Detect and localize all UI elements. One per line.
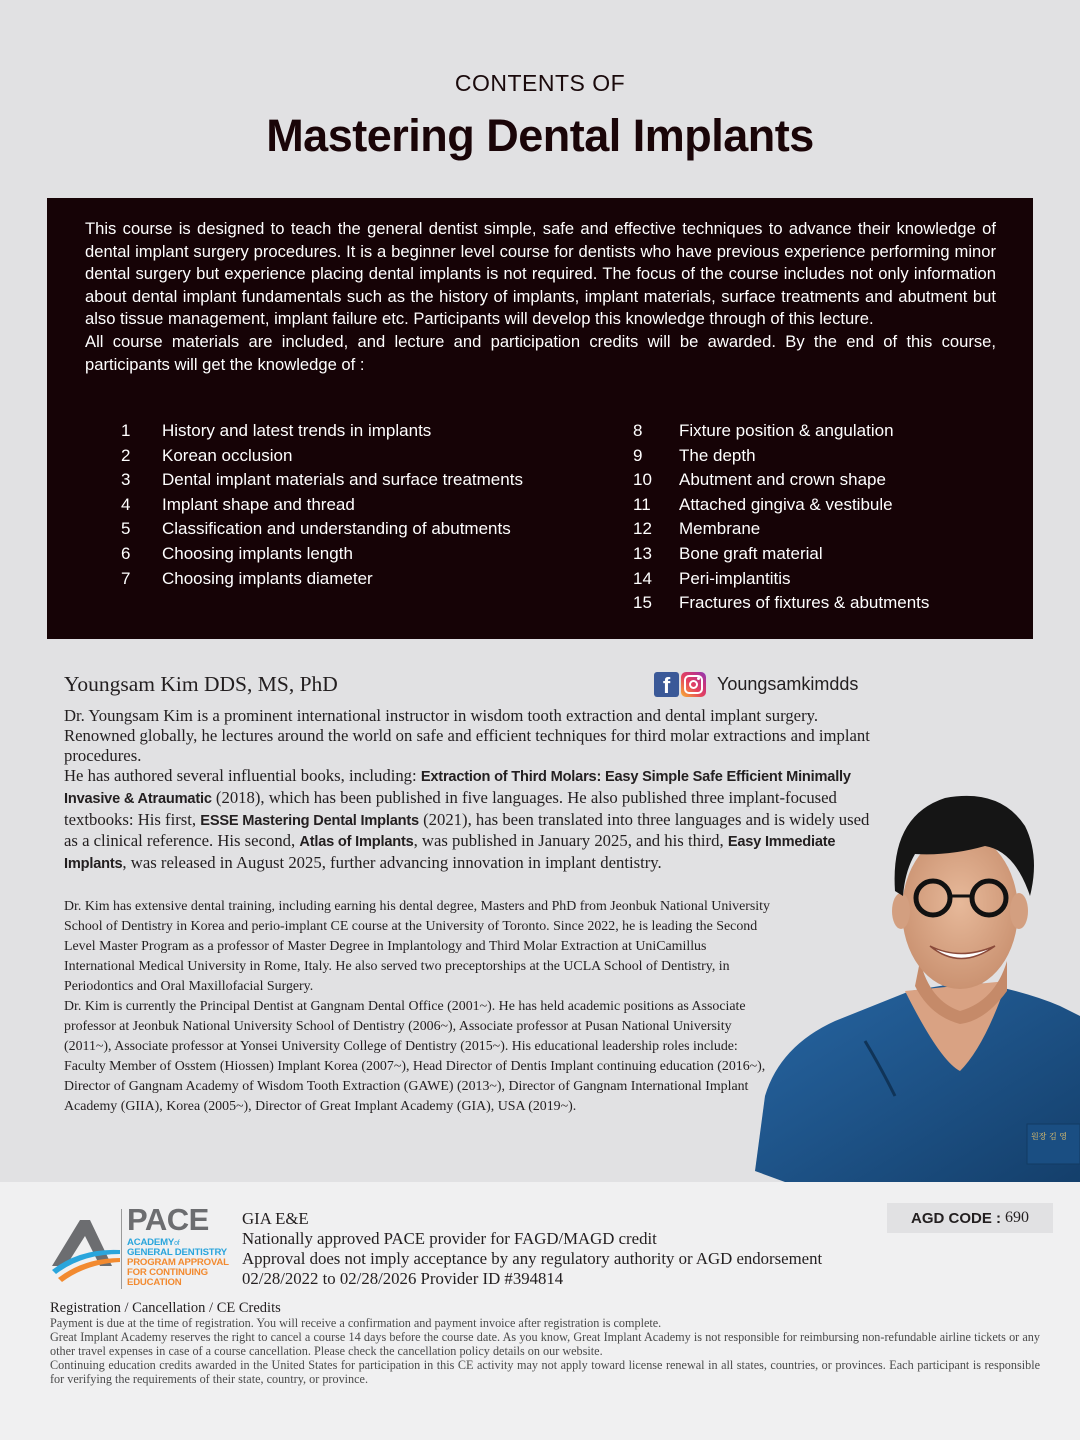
bio-paragraph: Dr. Youngsam Kim is a prominent international instructor in wisdom tooth extraction and dental implant surgery. Renowned globally, he lectures around the world on safe and efficient techniques for third molar extractions and implant procedures. (64, 706, 870, 765)
topic-label: Classification and understanding of abutments (162, 519, 511, 539)
topic-label: Peri-implantitis (679, 568, 791, 588)
topic-number: 12 (633, 519, 652, 539)
topic-number: 10 (633, 470, 652, 490)
topic-list-left (109, 419, 523, 591)
topic-item (109, 567, 523, 592)
instructor-name: Youngsam Kim DDS, MS, PhD (64, 672, 338, 696)
topic-item (627, 517, 929, 542)
topic-label: The depth (679, 445, 756, 465)
provider-name: GIA E&E (242, 1209, 309, 1228)
registration-policy (50, 1316, 1040, 1386)
topic-label: Choosing implants diameter (162, 568, 373, 588)
instructor-photo (745, 776, 1080, 1182)
registration-payment: Payment is due at the time of registration. You will receive a confirmation and payment invoice after registration is complete. (50, 1316, 662, 1330)
topic-number: 3 (121, 470, 131, 490)
topic-item (627, 444, 929, 469)
topic-number: 13 (633, 543, 652, 563)
topic-label: Attached gingiva & vestibule (679, 494, 893, 514)
instructor-bio-details (64, 897, 774, 1117)
pace-line: GENERAL DENTISTRY (127, 1247, 228, 1258)
topic-number: 15 (633, 593, 652, 613)
pace-wordmark: PACE (127, 1202, 209, 1237)
topic-item (627, 419, 929, 444)
pace-a-icon (50, 1208, 120, 1290)
topic-item (109, 542, 523, 567)
pace-divider (121, 1209, 122, 1289)
topic-item (109, 444, 523, 469)
topic-label: Choosing implants length (162, 543, 353, 563)
topic-label: Bone graft material (679, 543, 823, 563)
topic-number: 7 (121, 568, 131, 588)
provider-approval: Nationally approved PACE provider for FAGD/MAGD credit (242, 1229, 657, 1248)
pace-line: EDUCATION (127, 1277, 182, 1288)
book-title: Easy Immediate Implants (64, 834, 836, 873)
bio-text: , was released in August 2025, further advancing innovation in implant dentistry. (122, 853, 662, 873)
topic-label: History and latest trends in implants (162, 421, 432, 440)
page-title: Mastering Dental Implants (266, 110, 814, 161)
topic-label: Implant shape and thread (162, 494, 355, 514)
agd-code-value: 690 (1005, 1209, 1029, 1226)
pocket-embroidery: 원장 김 영 (1031, 1132, 1067, 1141)
topic-label: Abutment and crown shape (679, 470, 886, 490)
topic-item (627, 542, 929, 567)
topic-item (627, 493, 929, 518)
bio-text: (2021), has been translated into three languages and is widely used as a clinical reference. His second, (64, 809, 870, 851)
topic-number: 4 (121, 494, 131, 514)
topic-label: Korean occlusion (162, 445, 293, 465)
pace-line-text: of (174, 1240, 180, 1247)
topic-item (627, 468, 929, 493)
provider-info (242, 1209, 822, 1289)
course-intro (85, 218, 996, 376)
pace-line-text: ACADEMY (127, 1237, 175, 1248)
book-title: ESSE Mastering Dental Implants (200, 812, 419, 829)
registration-cancellation: Great Implant Academy reserves the right to cancel a course 14 days before the course date. As you know, Great Implant Academy is not responsible for reimbursing non-refundable airline tickets or any other travel expenses in case of a course cancellation. Please check the cancellation policy details on our website. (50, 1330, 1040, 1359)
course-description-box (47, 198, 1033, 639)
topic-list-right (627, 419, 929, 616)
topic-number: 1 (121, 421, 131, 440)
social-handle[interactable]: Youngsamkimdds (717, 674, 859, 694)
topic-item (627, 567, 929, 592)
pace-line: PROGRAM APPROVAL (127, 1257, 229, 1268)
topic-item (109, 517, 523, 542)
topic-number: 5 (121, 519, 131, 539)
bio-paragraph-positions: Dr. Kim is currently the Principal Dentist at Gangnam Dental Office (2001~). He has held academic positions as Associate professor at Jeonbuk National University School of Dentistry (2006~), Associate professor at Pusan National University (2011~), Associate professor at Yonsei University College of Dentistry (2015~). His educational leadership roles include: Faculty Member of Osstem (Hiossen) Implant Korea (2007~), Head Director of Dentis Implant continuing education (2016~), Director of Gangnam Academy of Wisdom Tooth Extraction (GAWE) (2013~), Director of Gangnam International Implant Academy (GIIA), Korea (2005~), Director of Great Implant Academy (GIA), USA (2019~). (64, 999, 766, 1114)
course-intro-paragraph: This course is designed to teach the general dentist simple, safe and effective techniques to advance their knowledge of dental implant surgery procedures. It is a beginner level course for dentists who have previous experience performing minor dental surgery but experience placing dental implants is not required. The focus of the course includes not only information about dental implant fundamentals such as the history of implants, implant materials, surface treatments and abutment but also tissue management, implant failure etc. Participants will develop this knowledge through of this lecture. (85, 219, 996, 329)
topic-item (627, 591, 929, 616)
social-links[interactable] (654, 672, 858, 697)
topic-label: Membrane (679, 519, 761, 539)
topic-number: 2 (121, 445, 131, 465)
bio-text: He has authored several influential books, including: (64, 765, 421, 785)
agd-code-label: AGD CODE : (911, 1209, 1001, 1227)
topic-label: Fixture position & angulation (679, 421, 894, 440)
topic-label: Dental implant materials and surface treatments (162, 470, 523, 490)
topic-number: 8 (633, 421, 643, 440)
topic-item (109, 493, 523, 518)
book-title: Atlas of Implants (299, 834, 414, 851)
topic-label: Fractures of fixtures & abutments (679, 593, 930, 613)
facebook-icon[interactable]: f (654, 672, 679, 697)
course-intro-paragraph-2: All course materials are included, and lecture and participation credits will be awarded. By the end of this course, participants will get the knowledge of : (85, 331, 996, 374)
topic-number: 6 (121, 543, 131, 563)
topic-number: 14 (633, 568, 652, 588)
pace-line: FOR CONTINUING (127, 1267, 208, 1278)
topic-number: 11 (633, 494, 651, 514)
provider-dates: 02/28/2022 to 02/28/2026 Provider ID #394814 (242, 1269, 564, 1288)
provider-disclaimer: Approval does not imply acceptance by any regulatory authority or AGD endorsement (242, 1249, 823, 1268)
registration-title: Registration / Cancellation / CE Credits (50, 1300, 281, 1316)
bio-text: (2018), which has been published in five languages. He also published three implant-focused textbooks: His first, (64, 787, 837, 829)
topic-number: 9 (633, 445, 643, 465)
topic-item (109, 419, 523, 444)
agd-code-badge (887, 1203, 1053, 1233)
pace-logo (50, 1202, 229, 1290)
book-title: Extraction of Third Molars: Easy Simple Safe Efficient Minimally Invasive & Atraumatic (64, 768, 851, 807)
page-eyebrow: CONTENTS OF (454, 70, 626, 96)
topic-item (109, 468, 523, 493)
instagram-icon[interactable] (681, 672, 706, 697)
registration-ce-credits: Continuing education credits awarded in the United States for participation in this CE activity may not apply toward license renewal in all states, countries, or provinces. Each participant is responsible for verifying the requirements of their state, country, or province. (50, 1358, 1040, 1387)
bio-paragraph-training: Dr. Kim has extensive dental training, including earning his dental degree, Masters and PhD from Jeonbuk National University School of Dentistry in Korea and perio-implant CE course at the University of Toronto. Since 2022, he is leading the Second Level Master Program as a professor of Master Degree in Implantology and Third Molar Extraction at UniCamillus International Medical University in Rome, Italy. He also served two preceptorships at the UCLA School of Dentistry, in Periodontics and Oral Maxillofacial Surgery. (64, 899, 770, 994)
bio-text: , was published in January 2025, and his third, (413, 831, 728, 851)
